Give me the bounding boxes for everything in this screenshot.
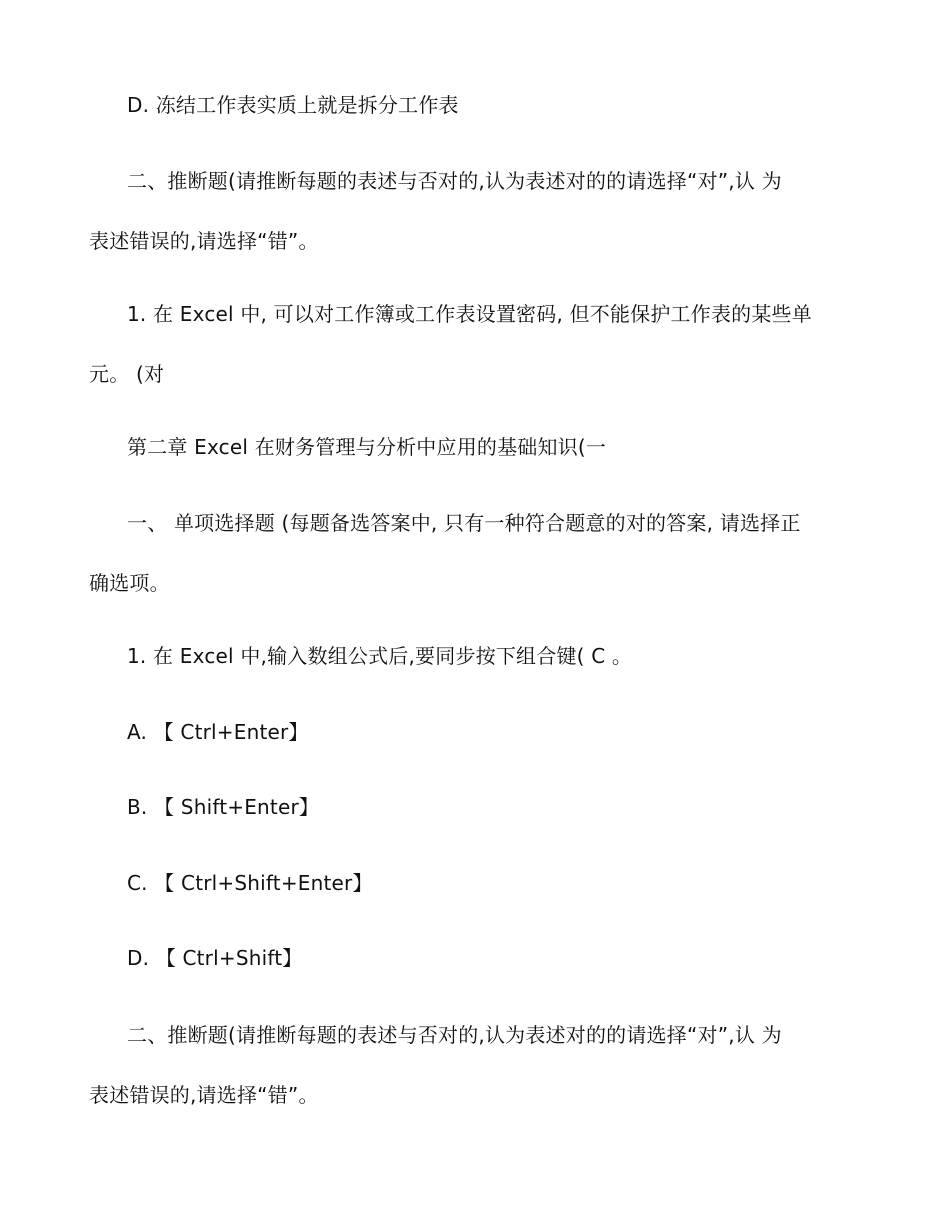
option-c: C. 【 Ctrl+Shift+Enter】: [127, 871, 373, 895]
option-d: D. 【 Ctrl+Shift】: [127, 946, 303, 970]
chapter-title: 第二章 Excel 在财务管理与分析中应用的基础知识(一: [127, 435, 607, 459]
option-d-freeze-panes: D. 冻结工作表实质上就是拆分工作表: [127, 93, 459, 117]
option-a: A. 【 Ctrl+Enter】: [127, 720, 309, 744]
section-heading-judgment: 二、推断题(请推断每题的表述与否对的,认为表述对的的请选择“对”,认 为: [127, 169, 782, 193]
section-heading-judgment-2: 二、推断题(请推断每题的表述与否对的,认为表述对的的请选择“对”,认 为: [127, 1023, 782, 1047]
section-heading-judgment-2-cont: 表述错误的,请选择“错”。: [89, 1083, 319, 1107]
section-heading-single-choice: 一、 单项选择题 (每题备选答案中, 只有一种符合题意的对的答案, 请选择正: [127, 511, 801, 535]
option-b: B. 【 Shift+Enter】: [127, 795, 320, 819]
question-1-answer: 元。 (对: [89, 362, 165, 386]
question-1-array-formula: 1. 在 Excel 中,输入数组公式后,要同步按下组合键( C 。: [127, 644, 633, 668]
section-heading-judgment-cont: 表述错误的,请选择“错”。: [89, 229, 319, 253]
question-1-password: 1. 在 Excel 中, 可以对工作簿或工作表设置密码, 但不能保护工作表的某些单: [127, 302, 812, 326]
section-heading-single-choice-cont: 确选项。: [89, 571, 170, 595]
